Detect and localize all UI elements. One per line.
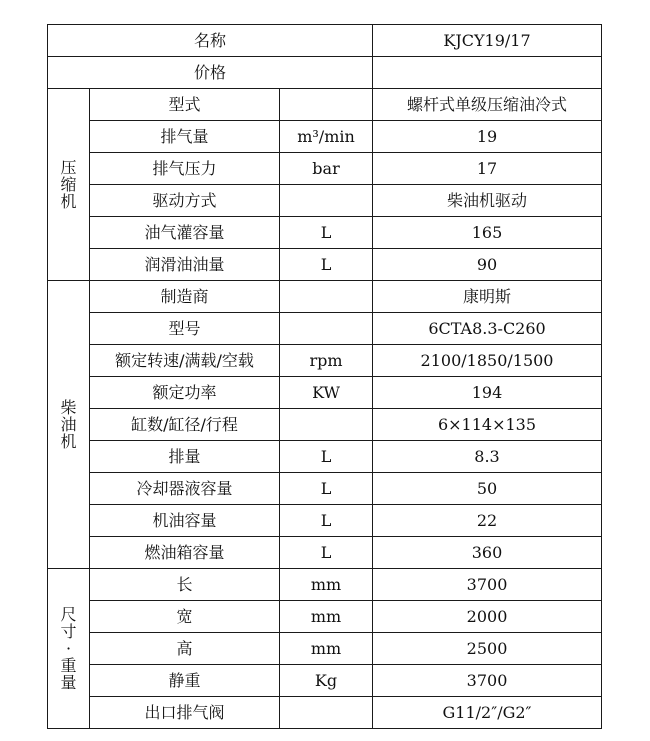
- row-label: 驱动方式: [90, 185, 280, 217]
- row-value: 50: [373, 473, 602, 505]
- row-value: 6×114×135: [373, 409, 602, 441]
- row-value: 194: [373, 377, 602, 409]
- table-row: [48, 377, 602, 409]
- table-row: [48, 697, 602, 729]
- table-row: [48, 665, 602, 697]
- row-unit: mm: [280, 601, 373, 633]
- row-value: 19: [373, 121, 602, 153]
- row-unit: KW: [280, 377, 373, 409]
- row-label: 燃油箱容量: [90, 537, 280, 569]
- row-label: 缸数/缸径/行程: [90, 409, 280, 441]
- row-unit: mm: [280, 633, 373, 665]
- section-title-engine: [48, 281, 90, 569]
- row-label: 型号: [90, 313, 280, 345]
- row-unit: m³/min: [280, 121, 373, 153]
- row-label: 制造商: [90, 281, 280, 313]
- row-value: 22: [373, 505, 602, 537]
- section-title-char: ·: [65, 639, 72, 658]
- row-label: 型式: [90, 89, 280, 121]
- table-row: [48, 633, 602, 665]
- row-label: 额定功率: [90, 377, 280, 409]
- section-title-char: 油: [60, 415, 77, 434]
- price-label: 价格: [48, 57, 373, 89]
- row-unit: [280, 185, 373, 217]
- row-value: 3700: [373, 665, 602, 697]
- row-label: 宽: [90, 601, 280, 633]
- name-label: 名称: [48, 25, 373, 57]
- price-value: [373, 57, 602, 89]
- row-unit: [280, 281, 373, 313]
- section-title-char: 重: [60, 656, 77, 675]
- table-row: [48, 601, 602, 633]
- row-label: 高: [90, 633, 280, 665]
- row-unit: L: [280, 505, 373, 537]
- row-unit: [280, 313, 373, 345]
- table-row: [48, 569, 602, 601]
- table-row: [48, 153, 602, 185]
- row-label: 排气压力: [90, 153, 280, 185]
- table-row: [48, 89, 602, 121]
- table-row: [48, 185, 602, 217]
- row-value: 2500: [373, 633, 602, 665]
- row-label: 静重: [90, 665, 280, 697]
- section-title-dimensions: [48, 569, 90, 729]
- row-label: 排量: [90, 441, 280, 473]
- row-unit: bar: [280, 153, 373, 185]
- section-title-char: 尺: [60, 605, 77, 624]
- row-label: 出口排气阀: [90, 697, 280, 729]
- row-unit: Kg: [280, 665, 373, 697]
- row-label: 润滑油油量: [90, 249, 280, 281]
- table-row: [48, 121, 602, 153]
- section-title-char: 缩: [60, 175, 77, 194]
- row-unit: mm: [280, 569, 373, 601]
- section-title-char: 寸: [60, 622, 77, 641]
- row-value: 17: [373, 153, 602, 185]
- table-row: [48, 313, 602, 345]
- row-value: 90: [373, 249, 602, 281]
- table-row: [48, 217, 602, 249]
- row-value: 8.3: [373, 441, 602, 473]
- row-value: 柴油机驱动: [373, 185, 602, 217]
- row-unit: [280, 697, 373, 729]
- row-value: 360: [373, 537, 602, 569]
- price-row: [48, 57, 602, 89]
- row-value: 2100/1850/1500: [373, 345, 602, 377]
- row-label: 冷却器液容量: [90, 473, 280, 505]
- table-row: [48, 537, 602, 569]
- section-title-char: 机: [60, 192, 77, 211]
- row-label: 额定转速/满载/空载: [90, 345, 280, 377]
- name-value: KJCY19/17: [373, 25, 602, 57]
- section-title-char: 机: [60, 432, 77, 451]
- row-label: 排气量: [90, 121, 280, 153]
- row-unit: L: [280, 249, 373, 281]
- table-row: [48, 409, 602, 441]
- row-unit: L: [280, 537, 373, 569]
- row-label: 机油容量: [90, 505, 280, 537]
- row-value: 3700: [373, 569, 602, 601]
- row-value: 165: [373, 217, 602, 249]
- table-row: [48, 249, 602, 281]
- section-title-char: 柴: [60, 398, 77, 417]
- row-unit: [280, 409, 373, 441]
- section-title-compressor: [48, 89, 90, 281]
- row-unit: L: [280, 441, 373, 473]
- row-label: 油气灌容量: [90, 217, 280, 249]
- row-unit: L: [280, 217, 373, 249]
- row-unit: L: [280, 473, 373, 505]
- section-title-char: 压: [60, 158, 77, 177]
- row-unit: rpm: [280, 345, 373, 377]
- row-value: 6CTA8.3-C260: [373, 313, 602, 345]
- row-value: 康明斯: [373, 281, 602, 313]
- table-row: [48, 441, 602, 473]
- table-row: [48, 505, 602, 537]
- name-row: [48, 25, 602, 57]
- table-row: [48, 473, 602, 505]
- row-unit: [280, 89, 373, 121]
- row-value: 螺杆式单级压缩油冷式: [373, 89, 602, 121]
- section-title-char: 量: [60, 673, 77, 692]
- table-row: [48, 345, 602, 377]
- spec-table: [47, 24, 602, 729]
- table-row: [48, 281, 602, 313]
- row-value: G11/2″/G2″: [373, 697, 602, 729]
- row-value: 2000: [373, 601, 602, 633]
- row-label: 长: [90, 569, 280, 601]
